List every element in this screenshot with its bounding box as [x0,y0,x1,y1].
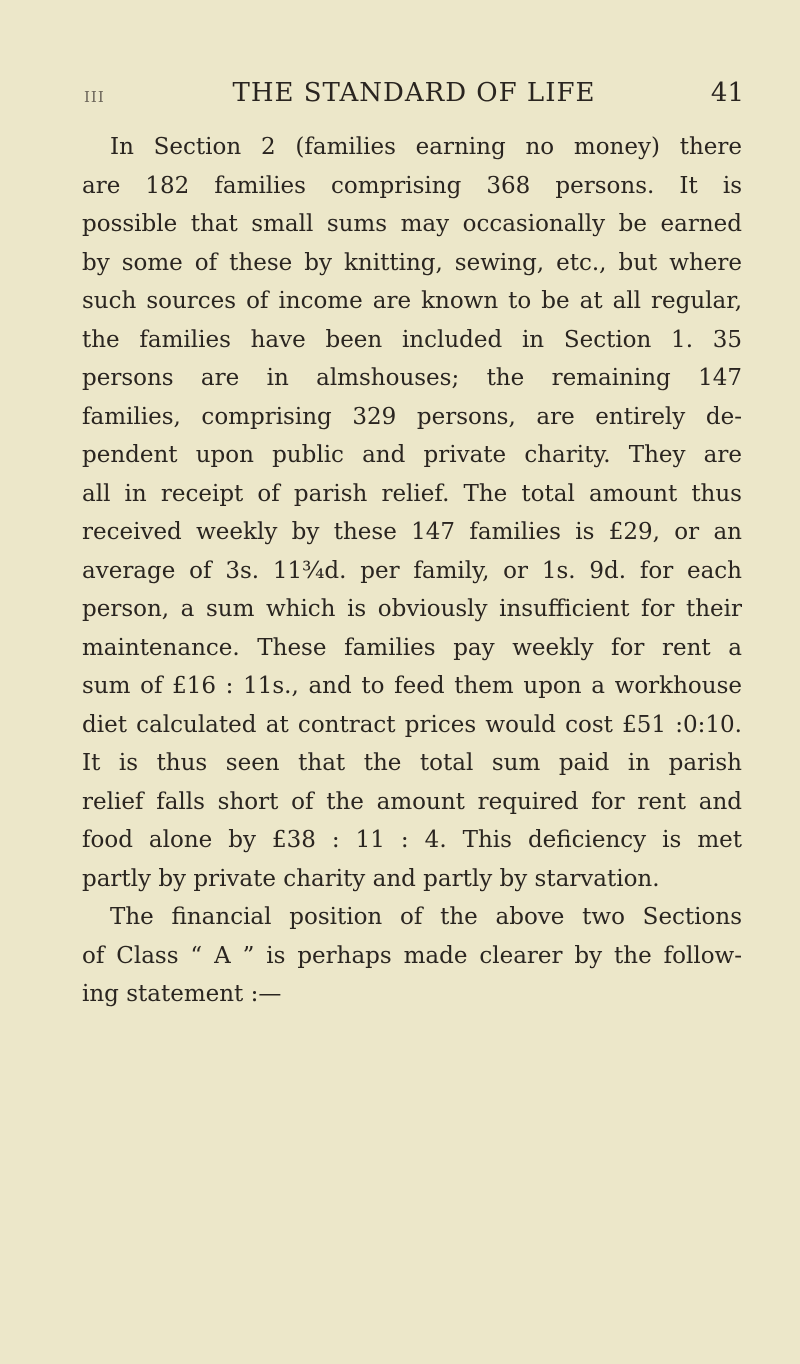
text-line: food alone by £38 : 11 : 4. This deficiency is met [82,827,742,853]
running-head [84,72,744,112]
text-line: relief falls short of the amount required for rent and [82,788,742,815]
text-line: families, comprising 329 persons, are entirely de- [82,403,742,430]
text-line: sum of £16 : 11s., and to feed them upon a workhouse [82,673,742,699]
running-title: THE STANDARD OF LIFE [232,78,596,108]
text-line: It is thus seen that the total sum paid in parish [82,750,742,776]
page-number: 41 [710,78,744,108]
text-line: diet calculated at contract prices would cost £51 :0:10. [82,711,742,738]
text-line: the families have been included in Section 1. 35 [82,326,742,353]
text-line: possible that small sums may occasionally be earned [82,211,742,237]
text-line: ing statement :— [82,981,282,1007]
text-line: of Class “ A ” is perhaps made clearer by the follow- [82,942,742,969]
text-line: by some of these by knitting, sewing, etc., but where [82,249,742,276]
text-line: such sources of income are known to be at all regular, [82,288,742,314]
text-line: maintenance. These families pay weekly for rent a [82,634,742,661]
text-line: average of 3s. 11¾d. per family, or 1s. 9d. for each [82,557,742,584]
text-line: partly by private charity and partly by starvation. [82,865,660,892]
text-line: person, a sum which is obviously insufficient for their [82,596,742,622]
text-line: persons are in almshouses; the remaining 147 [82,365,742,391]
text-line: The financial position of the above two Sections [110,904,742,930]
text-line: received weekly by these 147 families is £29, or an [82,519,742,545]
chapter-number: III [84,88,105,106]
text-line: pendent upon public and private charity. They are [82,442,742,468]
text-line: are 182 families comprising 368 persons. It is [82,172,742,199]
text-line: In Section 2 (families earning no money) there [110,134,742,160]
body-text [82,128,742,1014]
text-line: all in receipt of parish relief. The total amount thus [82,480,742,507]
